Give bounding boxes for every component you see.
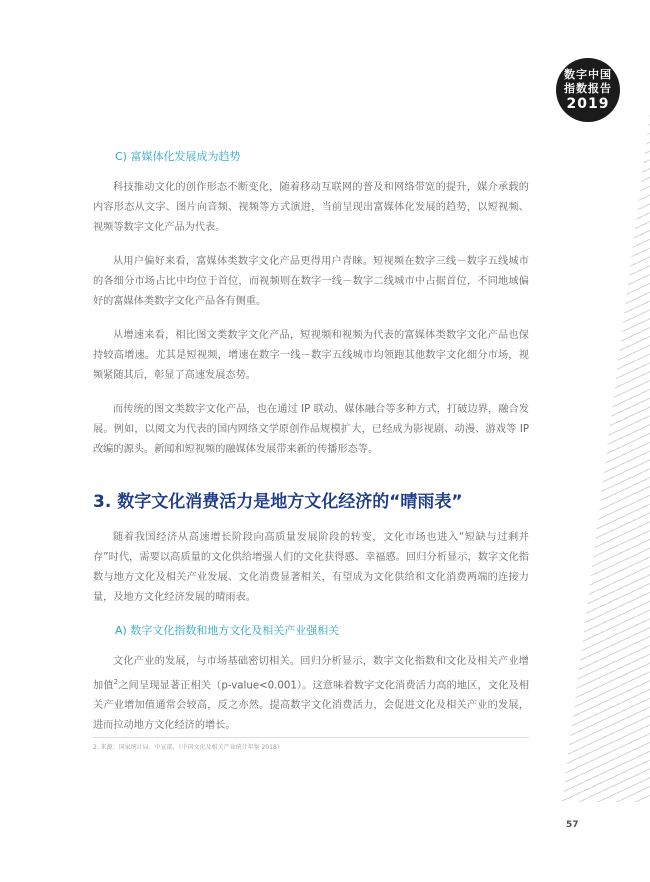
section-c bbox=[93, 148, 529, 474]
footnote: 2. 来源：国家统计局、中宣部，《中国文化及相关产业统计年鉴 2018》 bbox=[93, 744, 283, 751]
section-3-body bbox=[93, 528, 529, 750]
section-c-paragraph-2: 从用户偏好来看，富媒体类数字文化产品更得用户青睐。短视频在数字三线－数字五线城市的各细分市场占比中均位于首位，而视频则在数字一线－数字二线城市中占据首位，不同地域偏好的富媒体类数字文化产品各有侧重。 bbox=[93, 256, 529, 307]
section-c-paragraph-1: 科技推动文化的创作形态不断变化，随着移动互联网的普及和网络带宽的提升，媒介承载的内容形态从文字、图片向音频、视频等方式演进，当前呈现出富媒体化发展的趋势，以短视频、视频等数字文化产品为代表。 bbox=[93, 182, 529, 233]
badge-line-2: 指数报告 bbox=[564, 82, 612, 95]
badge-year: 2019 bbox=[566, 96, 610, 112]
section-c-paragraph-4: 而传统的图文类数字文化产品，也在通过 IP 联动、媒体融合等多种方式，打破边界，融合发展。例如，以阅文为代表的国内网络文学原创作品规模扩大，已经成为影视剧、动漫、游戏等 IP 改编的源头。新闻和短视频的融媒体发展带来新的传播形态等。 bbox=[93, 404, 529, 455]
section-3a-subtitle: A) 数字文化指数和地方文化及相关产业强相关 bbox=[115, 624, 340, 637]
page-number: 57 bbox=[566, 820, 579, 830]
report-badge-logo bbox=[556, 58, 620, 122]
footnote-divider bbox=[93, 737, 529, 738]
section-c-paragraph-3: 从增速来看，相比图文类数字文化产品，短视频和视频为代表的富媒体类数字文化产品也保持较高增速。尤其是短视频，增速在数字一线－数字五线城市均领跑其他数字文化细分市场，视频紧随其后，彰显了高速发展态势。 bbox=[93, 330, 529, 381]
section-3a-text-2: 之间呈现显著正相关（p-value<0.001）。这意味着数字文化消费活力高的地区，文化及相关产业增加值通常会较高，反之亦然。提高数字文化消费活力，会促进文化及相关产业的发展，进而拉动地方文化经济的增长。 bbox=[93, 680, 530, 732]
decorative-hatch bbox=[562, 112, 650, 802]
section-3-intro: 随着我国经济从高速增长阶段向高质量发展阶段的转变，文化市场也进入“短缺与过剩并存”时代，需要以高质量的文化供给增强人们的文化获得感、幸福感。回归分析显示，数字文化指数与地方文化及相关产业发展、文化消费显著相关，有望成为文化供给和文化消费两端的连接力量，及地方文化经济发展的晴雨表。 bbox=[93, 532, 529, 603]
section-3a-paragraph bbox=[93, 652, 529, 736]
section-c-subtitle: C) 富媒体化发展成为趋势 bbox=[115, 150, 241, 163]
footnote-marker[interactable]: 2 bbox=[113, 678, 119, 686]
badge-line-1: 数字中国 bbox=[564, 68, 612, 81]
section-3-heading: 3. 数字文化消费活力是地方文化经济的“晴雨表” bbox=[93, 492, 463, 512]
section-3a-text-1: 文化产业的发展，与市场基础密切相关。回归分析显示，数字文化指数和文化及相关产业增加值 bbox=[93, 656, 529, 692]
